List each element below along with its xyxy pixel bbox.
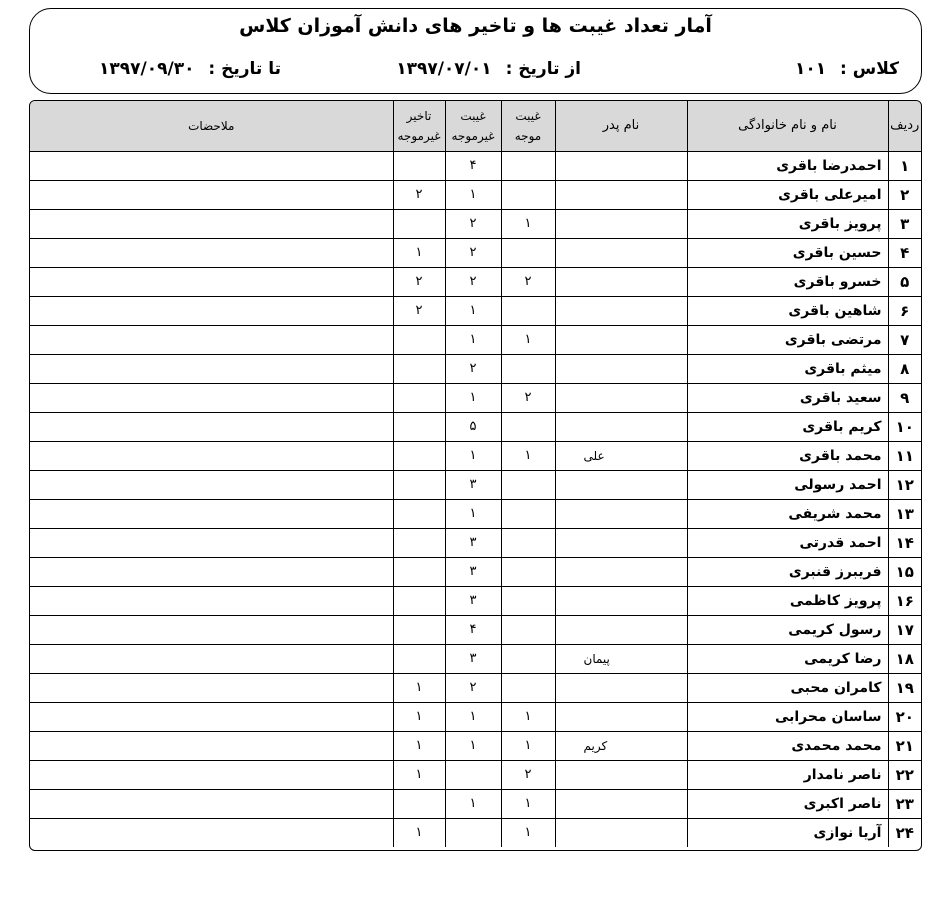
row-number: ۱۹ [888,673,921,702]
unexcused-late-count [393,615,445,644]
class-info [795,59,899,79]
row-number: ۲ [888,180,921,209]
header-father-name: نام پدر [555,101,687,151]
student-name: محمد باقری [687,441,888,470]
unexcused-late-count [393,644,445,673]
excused-absence-count: ۲ [501,267,555,296]
table-row [30,644,921,673]
father-name [555,470,687,499]
student-name: میثم باقری [687,354,888,383]
attendance-table-frame [29,100,922,851]
table-row [30,731,921,760]
notes-cell [30,528,393,557]
student-name: ناصر نامدار [687,760,888,789]
row-number: ۱۰ [888,412,921,441]
from-date-info [396,59,581,79]
notes-cell [30,702,393,731]
unexcused-absence-count: ۱ [445,325,501,354]
header-unexcused-line2: غیرموجه [451,128,495,143]
notes-cell [30,383,393,412]
notes-cell [30,296,393,325]
unexcused-absence-count: ۲ [445,673,501,702]
student-name: محمد محمدی [687,731,888,760]
excused-absence-count [501,412,555,441]
student-name: مرتضی باقری [687,325,888,354]
student-name: رضا کریمی [687,644,888,673]
table-row [30,441,921,470]
excused-absence-count: ۱ [501,702,555,731]
header-excused-absence [501,101,555,151]
notes-cell [30,209,393,238]
table-row [30,702,921,731]
notes-cell [30,644,393,673]
notes-cell [30,557,393,586]
row-number: ۱۸ [888,644,921,673]
row-number: ۷ [888,325,921,354]
excused-absence-count: ۱ [501,818,555,847]
unexcused-absence-count [445,760,501,789]
unexcused-late-count: ۱ [393,673,445,702]
unexcused-late-count [393,383,445,412]
father-name [555,818,687,847]
table-row [30,180,921,209]
row-number: ۲۴ [888,818,921,847]
row-number: ۱ [888,151,921,180]
student-name: رسول کریمی [687,615,888,644]
report-header [29,8,922,94]
to-date-info [99,59,281,79]
table-row [30,789,921,818]
from-date-value: ۱۳۹۷/۰۷/۰۱ [396,59,492,79]
header-full-name: نام و نام خانوادگی [687,101,888,151]
student-name: پرویز باقری [687,209,888,238]
header-unexcused-late [393,101,445,151]
excused-absence-count [501,238,555,267]
father-name [555,499,687,528]
excused-absence-count [501,644,555,673]
student-name: خسرو باقری [687,267,888,296]
unexcused-late-count [393,412,445,441]
unexcused-absence-count: ۳ [445,528,501,557]
row-number: ۱۳ [888,499,921,528]
to-date-label: تا تاریخ : [208,59,281,79]
row-number: ۱۷ [888,615,921,644]
unexcused-late-count [393,528,445,557]
father-name [555,586,687,615]
header-excused-line2: موجه [514,128,542,143]
student-name: پرویز کاظمی [687,586,888,615]
notes-cell [30,412,393,441]
table-row [30,209,921,238]
table-row [30,412,921,441]
table-row [30,238,921,267]
notes-cell [30,151,393,180]
report-title: آمار تعداد غیبت ها و تاخیر های دانش آموزان کلاس [239,15,712,37]
unexcused-late-count: ۱ [393,238,445,267]
unexcused-late-count [393,209,445,238]
unexcused-absence-count: ۱ [445,180,501,209]
table-row [30,557,921,586]
excused-absence-count: ۱ [501,441,555,470]
excused-absence-count: ۱ [501,325,555,354]
row-number: ۲۳ [888,789,921,818]
excused-absence-count [501,354,555,383]
header-radif: ردیف [888,101,921,151]
excused-absence-count [501,557,555,586]
unexcused-late-count: ۲ [393,296,445,325]
unexcused-absence-count: ۴ [445,151,501,180]
father-name [555,702,687,731]
student-name: فریبرز قنبری [687,557,888,586]
father-name [555,267,687,296]
header-late-line2: غیرموجه [397,128,441,143]
unexcused-late-count: ۱ [393,702,445,731]
student-name: ساسان محرابی [687,702,888,731]
student-name: کامران محبی [687,673,888,702]
table-row [30,818,921,847]
row-number: ۳ [888,209,921,238]
father-name: پیمان [555,644,687,673]
unexcused-absence-count: ۱ [445,499,501,528]
header-unexcused-absence [445,101,501,151]
excused-absence-count: ۱ [501,209,555,238]
table-row [30,760,921,789]
notes-cell [30,615,393,644]
unexcused-absence-count: ۱ [445,441,501,470]
table-row [30,528,921,557]
father-name [555,557,687,586]
excused-absence-count [501,296,555,325]
student-name: ناصر اکبری [687,789,888,818]
unexcused-absence-count: ۱ [445,789,501,818]
notes-cell [30,731,393,760]
father-name [555,296,687,325]
table-row [30,499,921,528]
unexcused-late-count [393,325,445,354]
student-name: حسین باقری [687,238,888,267]
to-date-value: ۱۳۹۷/۰۹/۳۰ [99,59,195,79]
row-number: ۱۲ [888,470,921,499]
excused-absence-count [501,151,555,180]
unexcused-absence-count [445,818,501,847]
notes-cell [30,267,393,296]
student-name: احمد رسولی [687,470,888,499]
excused-absence-count: ۲ [501,760,555,789]
notes-cell [30,760,393,789]
table-row [30,267,921,296]
father-name: علی [555,441,687,470]
table-row [30,296,921,325]
father-name [555,209,687,238]
father-name [555,789,687,818]
unexcused-late-count [393,441,445,470]
table-row [30,673,921,702]
unexcused-late-count [393,586,445,615]
header-unexcused-line1: غیبت [460,108,486,123]
unexcused-absence-count: ۲ [445,354,501,383]
father-name [555,615,687,644]
father-name [555,412,687,441]
row-number: ۵ [888,267,921,296]
row-number: ۱۴ [888,528,921,557]
table-header-row [30,101,921,151]
father-name [555,354,687,383]
unexcused-late-count [393,470,445,499]
father-name [555,383,687,412]
unexcused-late-count: ۱ [393,760,445,789]
unexcused-absence-count: ۵ [445,412,501,441]
table-body [30,151,921,847]
row-number: ۲۲ [888,760,921,789]
class-label: کلاس : [840,59,899,79]
table-row [30,586,921,615]
student-name: آریا نوازی [687,818,888,847]
unexcused-late-count [393,789,445,818]
unexcused-late-count: ۱ [393,731,445,760]
attendance-table [30,101,921,847]
unexcused-absence-count: ۳ [445,586,501,615]
father-name [555,760,687,789]
student-name: سعید باقری [687,383,888,412]
student-name: کریم باقری [687,412,888,441]
header-notes: ملاحضات [30,101,393,151]
unexcused-absence-count: ۱ [445,731,501,760]
excused-absence-count [501,673,555,702]
class-value: ۱۰۱ [794,59,827,79]
row-number: ۱۱ [888,441,921,470]
table-row [30,615,921,644]
student-name: امیرعلی باقری [687,180,888,209]
unexcused-absence-count: ۱ [445,383,501,412]
row-number: ۸ [888,354,921,383]
unexcused-absence-count: ۴ [445,615,501,644]
notes-cell [30,818,393,847]
from-date-label: از تاریخ : [505,59,581,79]
father-name [555,673,687,702]
row-number: ۴ [888,238,921,267]
table-row [30,325,921,354]
student-name: احمد قدرتی [687,528,888,557]
unexcused-absence-count: ۱ [445,296,501,325]
notes-cell [30,470,393,499]
notes-cell [30,180,393,209]
student-name: محمد شریفی [687,499,888,528]
excused-absence-count [501,528,555,557]
header-late-line1: تاخیر [406,108,432,123]
notes-cell [30,441,393,470]
unexcused-absence-count: ۳ [445,470,501,499]
excused-absence-count [501,470,555,499]
unexcused-absence-count: ۳ [445,557,501,586]
father-name [555,325,687,354]
table-row [30,354,921,383]
unexcused-late-count [393,499,445,528]
excused-absence-count [501,499,555,528]
notes-cell [30,586,393,615]
row-number: ۹ [888,383,921,412]
unexcused-late-count [393,354,445,383]
unexcused-absence-count: ۲ [445,209,501,238]
unexcused-late-count [393,151,445,180]
header-excused-line1: غیبت [515,108,541,123]
father-name [555,180,687,209]
table-row [30,470,921,499]
father-name [555,238,687,267]
unexcused-late-count: ۱ [393,818,445,847]
unexcused-late-count: ۲ [393,267,445,296]
row-number: ۶ [888,296,921,325]
student-name: شاهین باقری [687,296,888,325]
unexcused-absence-count: ۱ [445,702,501,731]
excused-absence-count [501,586,555,615]
notes-cell [30,354,393,383]
table-row [30,383,921,412]
excused-absence-count: ۱ [501,731,555,760]
unexcused-late-count [393,557,445,586]
father-name: کریم [555,731,687,760]
excused-absence-count [501,180,555,209]
notes-cell [30,325,393,354]
row-number: ۱۵ [888,557,921,586]
notes-cell [30,499,393,528]
excused-absence-count [501,615,555,644]
excused-absence-count: ۱ [501,789,555,818]
unexcused-late-count: ۲ [393,180,445,209]
father-name [555,528,687,557]
unexcused-absence-count: ۳ [445,644,501,673]
notes-cell [30,238,393,267]
notes-cell [30,673,393,702]
unexcused-absence-count: ۲ [445,267,501,296]
unexcused-absence-count: ۲ [445,238,501,267]
row-number: ۱۶ [888,586,921,615]
row-number: ۲۱ [888,731,921,760]
student-name: احمدرضا باقری [687,151,888,180]
father-name [555,151,687,180]
row-number: ۲۰ [888,702,921,731]
excused-absence-count: ۲ [501,383,555,412]
table-row [30,151,921,180]
notes-cell [30,789,393,818]
